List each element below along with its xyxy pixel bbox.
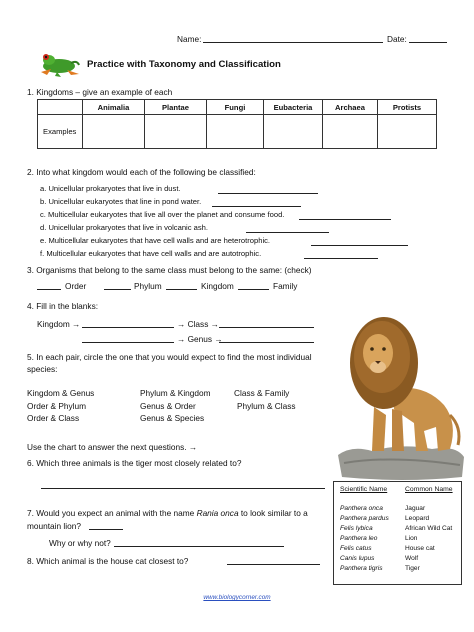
table-corner [38, 100, 83, 115]
q3-checkbox-blank[interactable] [166, 281, 197, 290]
pair-option[interactable]: Order & Class [27, 413, 80, 423]
q7-prompt: 7. Would you expect an animal with the name Rania onca to look similar to a [27, 508, 308, 518]
row-label: Examples [38, 115, 83, 149]
q2-item: e. Multicellular eukaryotes that have cell walls and are heterotrophic. [40, 236, 271, 245]
q2-prompt: 2. Into what kingdom would each of the following be classified: [27, 167, 256, 177]
q7-why-blank[interactable] [114, 538, 284, 547]
kingdom-table [37, 99, 437, 149]
pair-option[interactable]: Order & Phylum [27, 401, 87, 411]
q6-answer-line[interactable] [41, 480, 325, 489]
page-title: Practice with Taxonomy and Classification [87, 59, 281, 70]
q8-prompt: 8. Which animal is the house cat closest to? [27, 556, 189, 566]
q2-answer-blank[interactable] [212, 198, 301, 207]
q4-blank[interactable] [219, 334, 314, 343]
pair-option[interactable]: Phylum & Class [237, 401, 296, 411]
q4-prompt: 4. Fill in the blanks: [27, 301, 99, 311]
q3-option: Kingdom [201, 281, 234, 291]
answer-cell[interactable] [378, 115, 437, 149]
q6-prompt: 6. Which three animals is the tiger most closely related to? [27, 458, 242, 468]
date-label: Date: [387, 34, 407, 44]
col-header: Protists [378, 100, 437, 115]
q4-class-label: → Class → [177, 319, 219, 329]
q4-blank[interactable] [82, 334, 174, 343]
col-header: Plantae [145, 100, 207, 115]
q3-option: Order [65, 281, 87, 291]
q3-checkbox-blank[interactable] [238, 281, 269, 290]
lion-image [332, 305, 468, 481]
q2-answer-blank[interactable] [299, 211, 391, 220]
answer-cell[interactable] [207, 115, 264, 149]
species-table: Scientific Name Common Name Panthera onca Jaguar Panthera pardus Leopard Felis lybica African Wild Cat Panthera leo Lion Felis catus House cat Canis lupus Wolf Panthera tigris Tiger [333, 481, 462, 585]
answer-cell[interactable] [83, 115, 145, 149]
name-field[interactable] [203, 34, 383, 43]
col-header: Archaea [323, 100, 378, 115]
col-header: Eubacteria [264, 100, 323, 115]
q2-answer-blank[interactable] [304, 250, 378, 259]
q5-prompt: 5. In each pair, circle the one that you would expect to find the most individual [27, 352, 312, 362]
q2-item: b. Unicellular eukaryotes that line in pond water. [40, 197, 202, 206]
q2-item: f. Multicellular eukaryotes that have cell walls and are autotrophic. [40, 249, 262, 258]
q2-answer-blank[interactable] [311, 237, 408, 246]
date-field[interactable] [409, 34, 447, 43]
q1-prompt: 1. Kingdoms – give an example of each [27, 87, 173, 97]
pair-option[interactable]: Kingdom & Genus [27, 388, 95, 398]
species-header-scientific: Scientific Name [340, 486, 388, 493]
footer-link[interactable]: www.biologycorner.com [203, 594, 271, 601]
name-label: Name: [177, 34, 202, 44]
q8-answer-blank[interactable] [227, 556, 320, 565]
q2-answer-blank[interactable] [218, 185, 318, 194]
q7-answer-blank[interactable] [89, 521, 123, 530]
col-header: Animalia [83, 100, 145, 115]
q7-why-label: Why or why not? [49, 538, 111, 548]
q4-blank[interactable] [219, 319, 314, 328]
chart-instruction: Use the chart to answer the next questions. → [27, 442, 198, 452]
answer-cell[interactable] [264, 115, 323, 149]
species-header-common: Common Name [405, 486, 453, 493]
col-header: Fungi [207, 100, 264, 115]
answer-cell[interactable] [145, 115, 207, 149]
q3-checkbox-blank[interactable] [104, 281, 131, 290]
q3-checkbox-blank[interactable] [37, 281, 61, 290]
pair-option[interactable]: Phylum & Kingdom [140, 388, 211, 398]
pair-option[interactable]: Genus & Order [140, 401, 196, 411]
q4-genus-label: → Genus → [177, 334, 223, 344]
q3-option: Phylum [134, 281, 162, 291]
q3-option: Family [273, 281, 298, 291]
q5-prompt-cont: species: [27, 364, 58, 374]
q2-item: d. Unicellular prokaryotes that live in volcanic ash. [40, 223, 208, 232]
q7-prompt-cont: mountain lion? [27, 521, 81, 531]
frog-icon [37, 48, 81, 78]
answer-cell[interactable] [323, 115, 378, 149]
pair-option[interactable]: Class & Family [234, 388, 290, 398]
q2-item: c. Multicellular eukaryotes that live all over the planet and consume food. [40, 210, 285, 219]
q2-answer-blank[interactable] [246, 224, 329, 233]
q2-item: a. Unicellular prokaryotes that live in dust. [40, 184, 181, 193]
q4-kingdom-label: Kingdom → [37, 319, 81, 329]
q3-prompt: 3. Organisms that belong to the same class must belong to the same: (check) [27, 265, 312, 275]
q4-blank[interactable] [82, 319, 174, 328]
pair-option[interactable]: Genus & Species [140, 413, 205, 423]
